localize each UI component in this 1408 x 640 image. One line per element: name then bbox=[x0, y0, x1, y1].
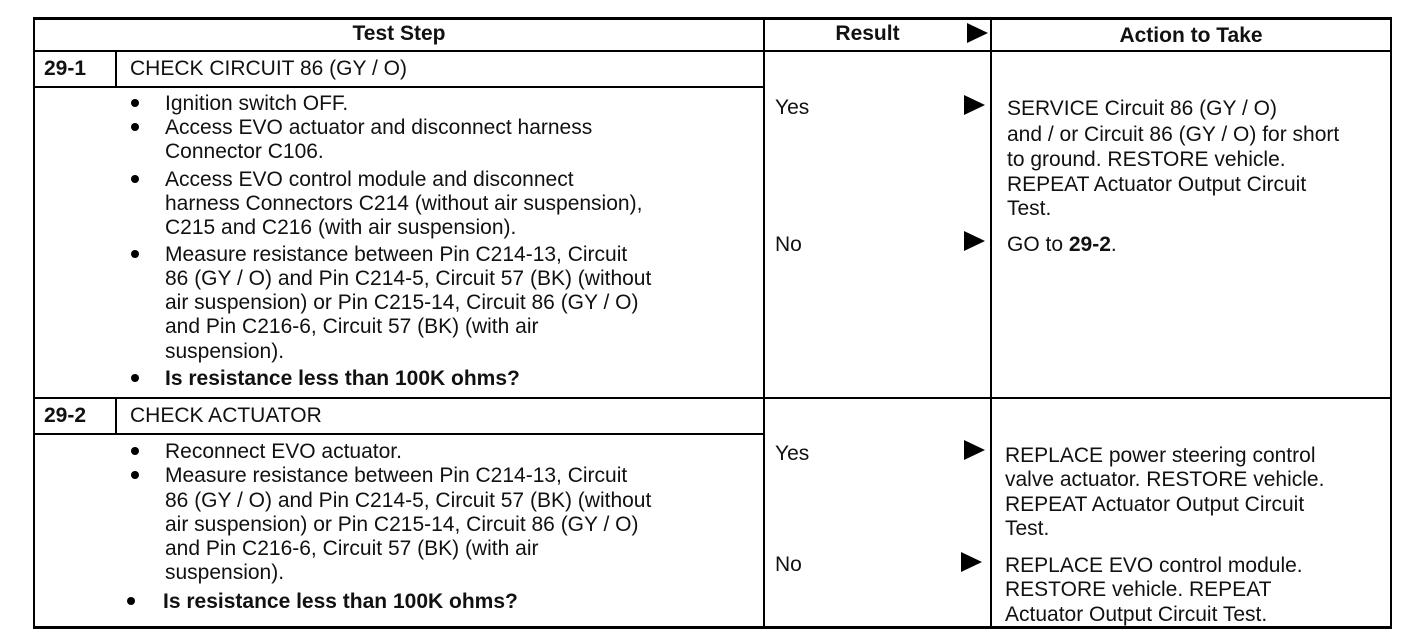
step-1-bullet-2-line: Connector C106. bbox=[165, 140, 324, 163]
step-1-bullet-4-line: air suspension) or Pin C215-14, Circuit 86 (GY / O) bbox=[165, 291, 639, 314]
step-1-bullet-4-line: suspension). bbox=[165, 340, 285, 363]
step-1-yes-action-line: REPEAT Actuator Output Circuit bbox=[1007, 173, 1307, 196]
step-1-no-action-ref: 29-2 bbox=[1068, 233, 1111, 256]
bullet-icon bbox=[131, 175, 139, 183]
step-2-bullet-2-line: 86 (GY / O) and Pin C214-5, Circuit 57 (BK) (without bbox=[165, 489, 652, 512]
step-2-number: 29-2 bbox=[44, 404, 87, 427]
test-step-column-divider bbox=[763, 17, 765, 629]
step-2-yes-action-line: REPEAT Actuator Output Circuit bbox=[1005, 493, 1305, 516]
step-1-bullet-3-line: harness Connectors C214 (without air suspension), bbox=[165, 192, 643, 215]
step-1-number-divider bbox=[115, 52, 117, 87]
bullet-icon bbox=[131, 99, 139, 107]
bullet-icon bbox=[131, 447, 139, 455]
step-2-title: CHECK ACTUATOR bbox=[130, 404, 322, 427]
header-result: Result bbox=[835, 22, 900, 45]
header-action-to-take: Action to Take bbox=[1119, 24, 1263, 47]
step-2-question: Is resistance less than 100K ohms? bbox=[163, 590, 518, 613]
step-separator-rule bbox=[33, 397, 1392, 399]
step-1-no-action-suffix: . bbox=[1110, 233, 1117, 256]
step-1-result-yes: Yes bbox=[775, 96, 810, 119]
step-1-yes-action-line: SERVICE Circuit 86 (GY / O) bbox=[1007, 97, 1277, 120]
step-2-yes-action-line: valve actuator. RESTORE vehicle. bbox=[1005, 468, 1325, 491]
step-2-yes-action-line: REPLACE power steering control bbox=[1005, 444, 1316, 467]
step-2-bullet-2-line: Measure resistance between Pin C214-13, Circuit bbox=[165, 464, 628, 487]
step-2-no-action-line: REPLACE EVO control module. bbox=[1005, 554, 1303, 577]
bullet-icon bbox=[127, 597, 135, 605]
step-2-yes-action-line: Test. bbox=[1005, 517, 1050, 540]
step-2-no-action-line: Actuator Output Circuit Test. bbox=[1005, 603, 1268, 626]
bullet-icon bbox=[131, 250, 139, 258]
result-arrow-icon bbox=[961, 552, 982, 572]
step-2-result-yes: Yes bbox=[775, 442, 810, 465]
step-1-yes-action-line: and / or Circuit 86 (GY / O) for short bbox=[1007, 123, 1340, 146]
step-1-yes-action-line: Test. bbox=[1007, 197, 1052, 220]
step-1-bullet-3-line: C215 and C216 (with air suspension). bbox=[165, 216, 517, 239]
step-2-title-rule bbox=[33, 433, 765, 435]
result-arrow-icon bbox=[964, 95, 985, 115]
result-arrow-icon bbox=[964, 440, 985, 460]
step-1-bullet-3-line: Access EVO control module and disconnect bbox=[165, 168, 574, 191]
header-arrow-icon bbox=[967, 23, 988, 43]
step-2-bullet-2-line: air suspension) or Pin C215-14, Circuit 86 (GY / O) bbox=[165, 513, 639, 536]
result-column-divider bbox=[990, 17, 992, 629]
step-2-bullet-2-line: suspension). bbox=[165, 561, 285, 584]
step-1-number: 29-1 bbox=[44, 57, 87, 80]
step-1-bullet-1-line: Ignition switch OFF. bbox=[165, 92, 349, 115]
step-1-bullet-4-line: and Pin C216-6, Circuit 57 (BK) (with air bbox=[165, 315, 539, 338]
step-2-bullet-2-line: and Pin C216-6, Circuit 57 (BK) (with air bbox=[165, 537, 539, 560]
header-bottom-rule bbox=[33, 50, 1392, 52]
table-right-border bbox=[1390, 17, 1392, 629]
step-1-result-no: No bbox=[775, 233, 802, 256]
bullet-icon bbox=[131, 374, 139, 382]
step-1-title-rule bbox=[33, 86, 765, 88]
bullet-icon bbox=[131, 471, 139, 479]
step-2-result-no: No bbox=[775, 553, 802, 576]
step-1-bullet-4-line: 86 (GY / O) and Pin C214-5, Circuit 57 (BK) (without bbox=[165, 267, 652, 290]
step-1-yes-action-line: to ground. RESTORE vehicle. bbox=[1007, 148, 1286, 171]
table-top-border bbox=[33, 17, 1392, 20]
table-left-border bbox=[33, 17, 35, 629]
step-2-bullet-1-line: Reconnect EVO actuator. bbox=[165, 440, 402, 463]
header-test-step: Test Step bbox=[352, 22, 446, 45]
step-1-no-action bbox=[1007, 233, 1117, 257]
step-1-title: CHECK CIRCUIT 86 (GY / O) bbox=[130, 57, 407, 80]
step-2-number-divider bbox=[115, 399, 117, 434]
step-1-bullet-4-line: Measure resistance between Pin C214-13, Circuit bbox=[165, 243, 628, 266]
step-1-no-action-prefix: GO to bbox=[1007, 233, 1069, 256]
bullet-icon bbox=[131, 123, 139, 131]
step-1-bullet-2-line: Access EVO actuator and disconnect harness bbox=[165, 116, 593, 139]
step-2-no-action-line: RESTORE vehicle. REPEAT bbox=[1005, 578, 1272, 601]
step-1-question: Is resistance less than 100K ohms? bbox=[165, 367, 520, 390]
result-arrow-icon bbox=[964, 231, 985, 251]
